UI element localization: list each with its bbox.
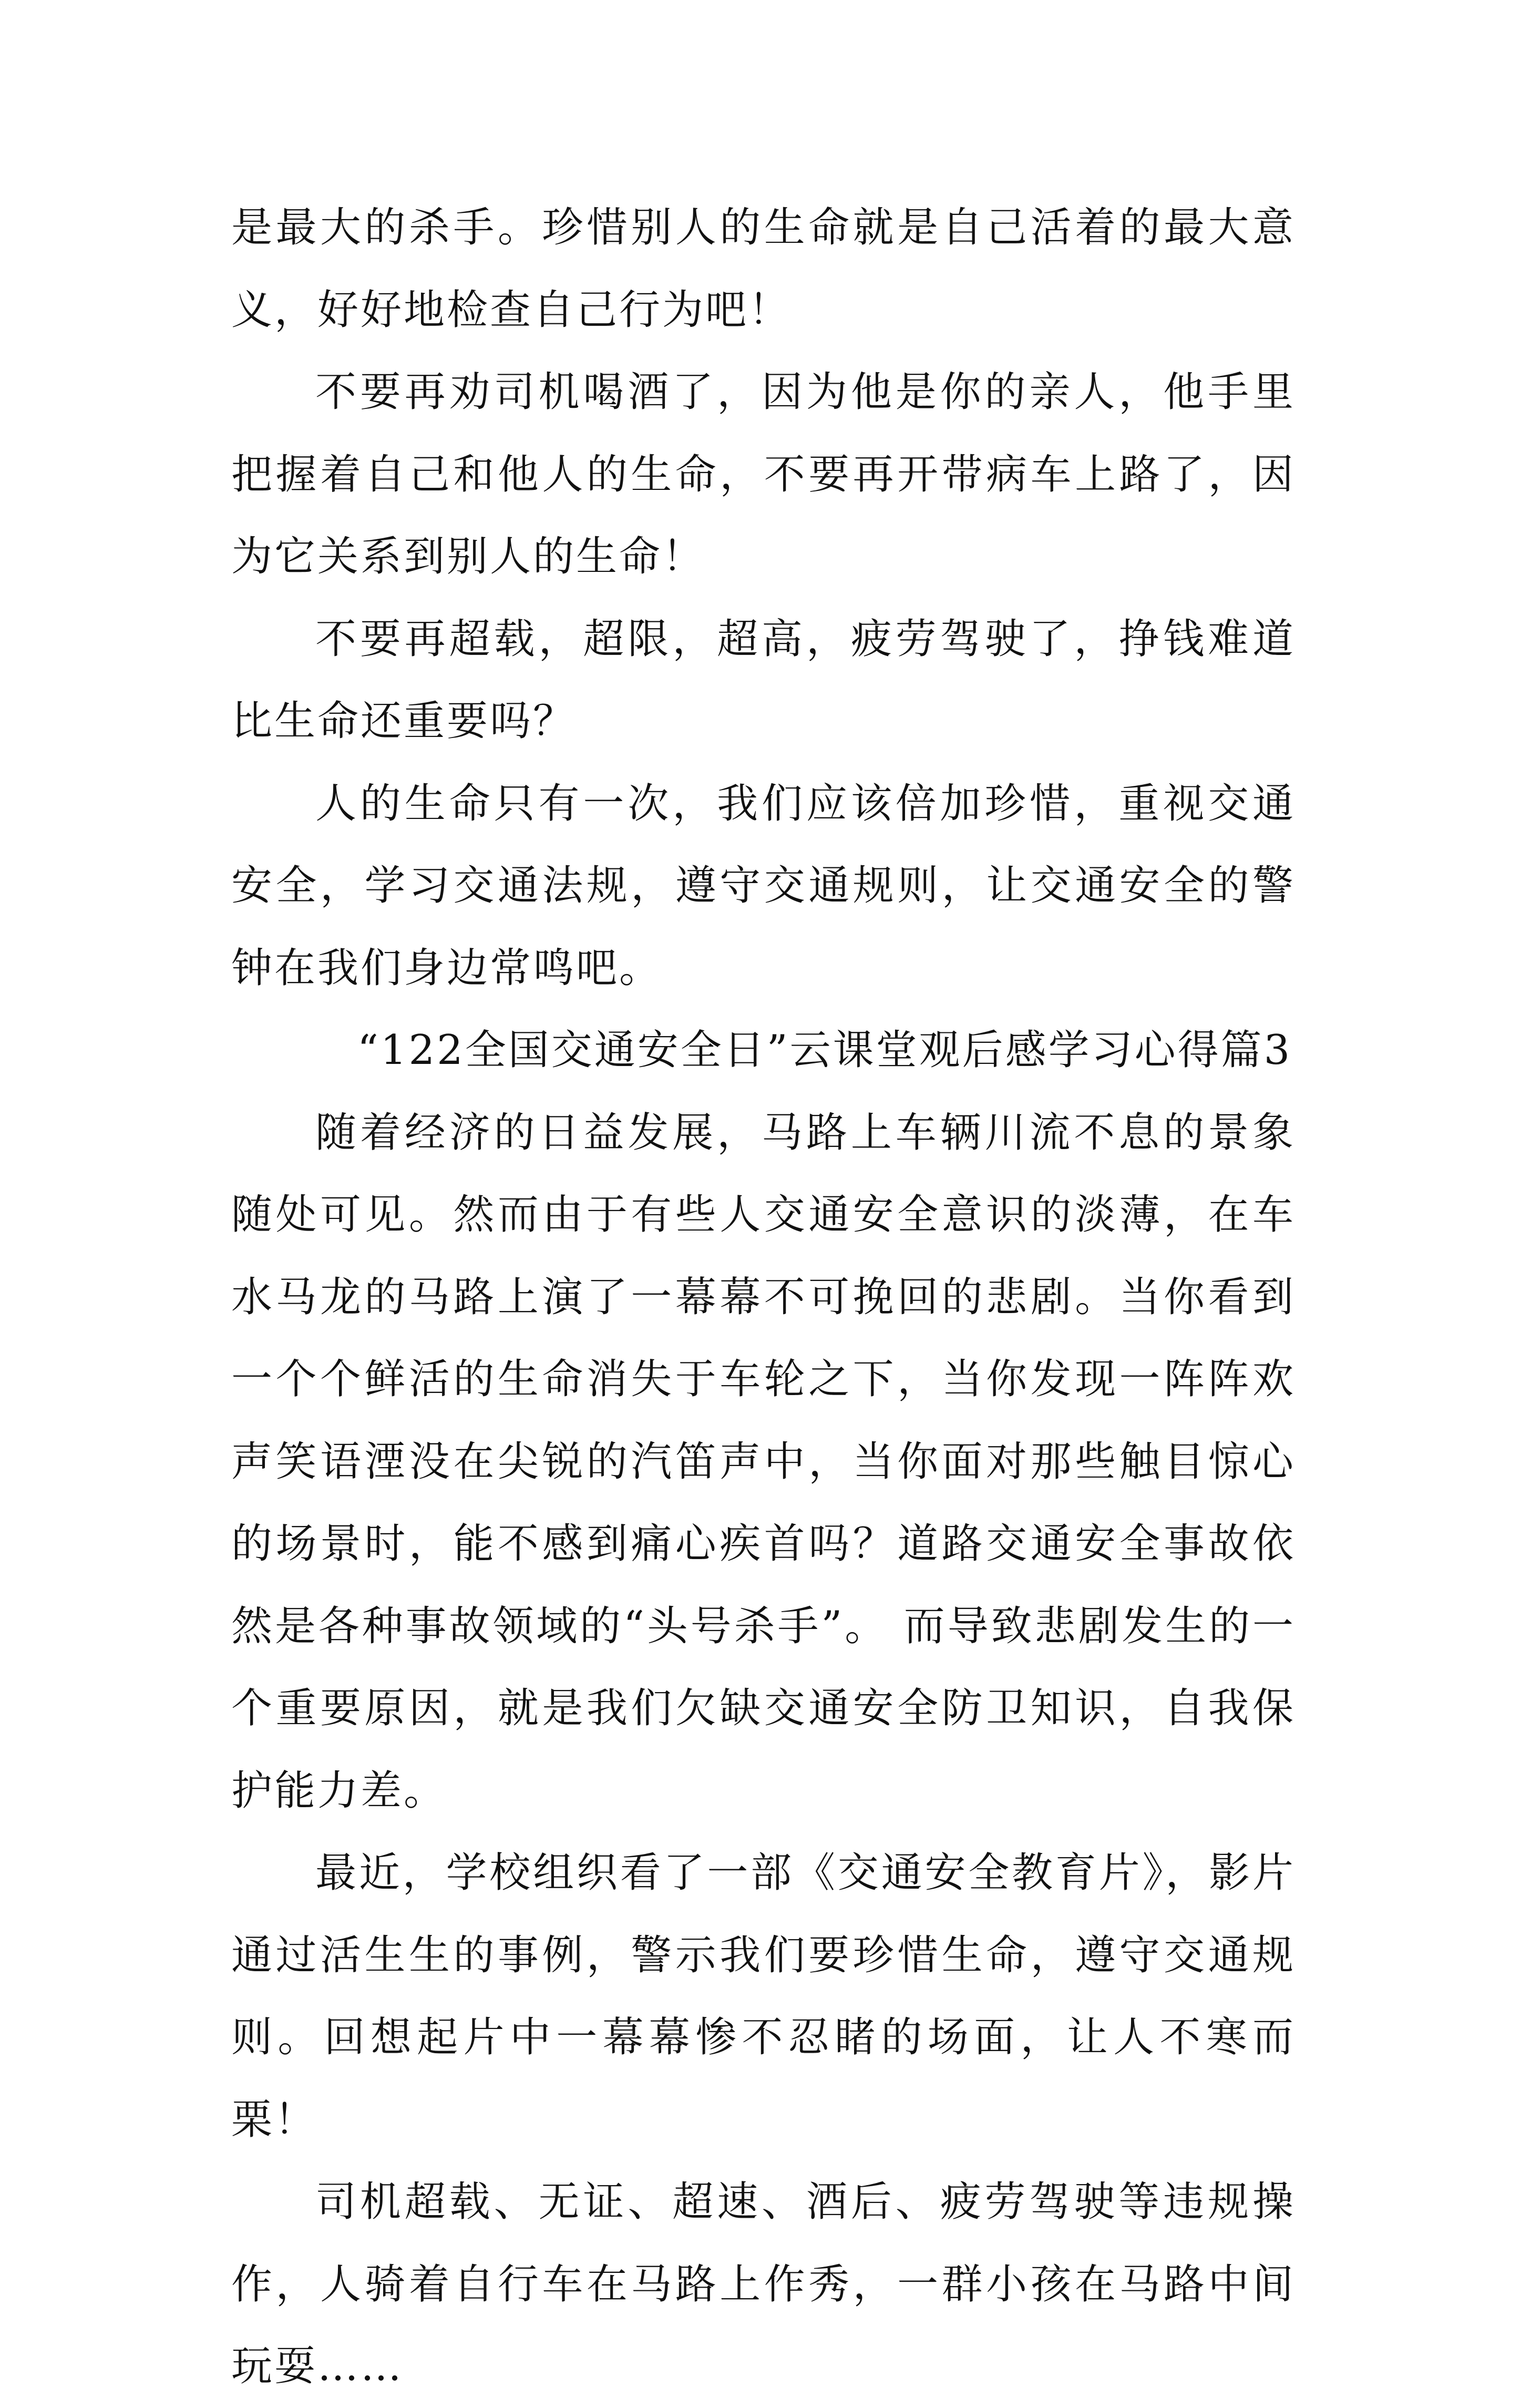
paragraph: 不要再劝司机喝酒了，因为他是你的亲人，他手里把握着自己和他人的生命，不要再开带病车上路了，因为它关系到别人的生命！ bbox=[231, 368, 1296, 580]
section-heading: “122全国交通安全日”云课堂观后感学习心得篇3 bbox=[357, 1027, 1292, 1074]
paragraph: 人的生命只有一次，我们应该倍加珍惜，重视交通安全，学习交通法规，遵守交通规则，让交通安全的警钟在我们身边常鸣吧。 bbox=[231, 780, 1296, 992]
document-body bbox=[231, 187, 1296, 2408]
paragraph: 不要再超载，超限，超高，疲劳驾驶了，挣钱难道比生命还重要吗？ bbox=[231, 615, 1296, 745]
paragraph: 司机超载、无证、超速、酒后、疲劳驾驶等违规操作，人骑着自行车在马路上作秀，一群小孩在马路中间玩耍…… bbox=[231, 2178, 1296, 2390]
paragraph-continuation: 是最大的杀手。珍惜别人的生命就是自己活着的最大意义，好好地检查自己行为吧！ bbox=[231, 204, 1296, 334]
paragraph: 最近，学校组织看了一部《交通安全教育片》，影片通过活生生的事例，警示我们要珍惜生命，遵守交通规则。回想起片中一幕幕惨不忍睹的场面，让人不寒而栗！ bbox=[231, 1849, 1296, 2144]
paragraph: 随着经济的日益发展，马路上车辆川流不息的景象随处可见。然而由于有些人交通安全意识的淡薄，在车水马龙的马路上演了一幕幕不可挽回的悲剧。当你看到一个个鲜活的生命消失于车轮之下，当你发现一阵阵欢声笑语湮没在尖锐的汽笛声中，当你面对那些触目惊心的场景时，能不感到痛心疾首吗？道路交通安全事故依然是各种事故领域的“头号杀手”。 而导致悲剧发生的一个重要原因，就是我们欠缺交通安全防卫知识，自我保护能力差。 bbox=[231, 1109, 1296, 1815]
